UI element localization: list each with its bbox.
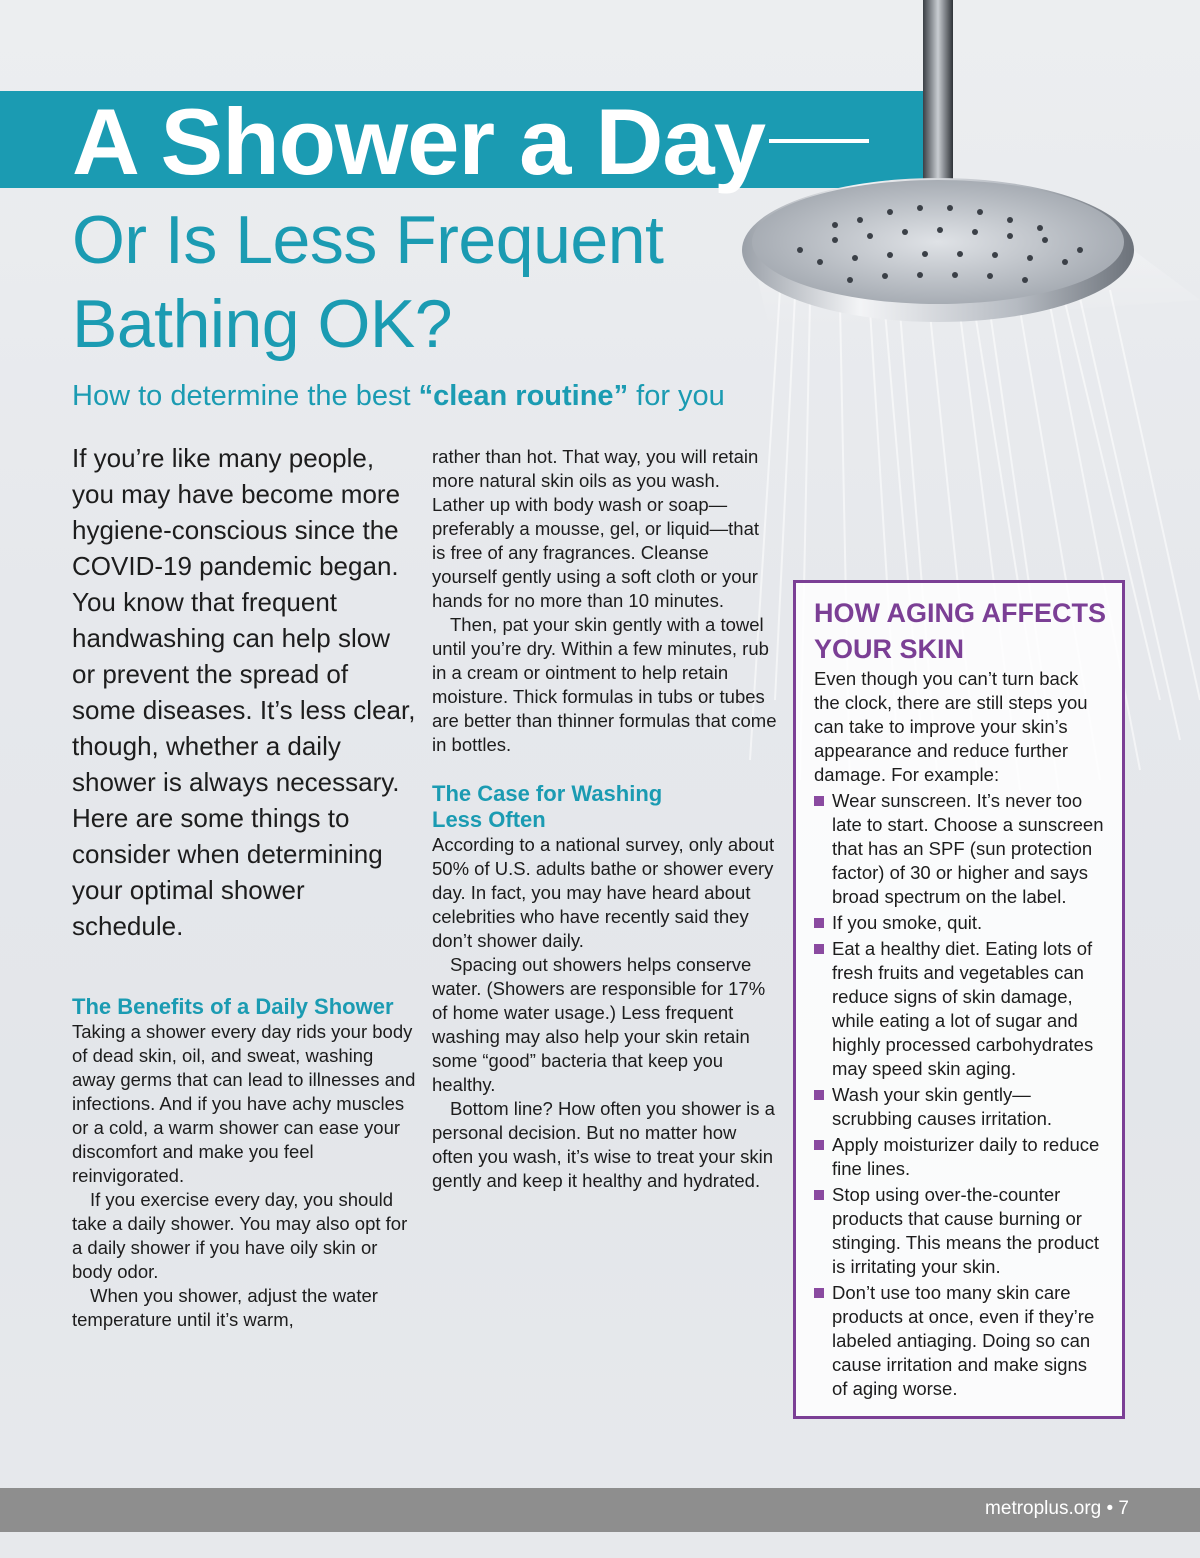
footer-page-info: metroplus.org • 7 (985, 1498, 1129, 1519)
subtitle: How to determine the best “clean routine” for you (72, 380, 725, 412)
heading-benefits: The Benefits of a Daily Shower (72, 994, 394, 1019)
sidebar-intro: Even though you can’t turn back the clock, there are still steps you can take to improve your skin’s appearance and reduce further damage. For example: (814, 668, 1088, 785)
title-dash (769, 139, 869, 143)
square-bullet-icon (814, 1190, 824, 1200)
title-main: A Shower a Day (72, 92, 869, 192)
list-item: If you smoke, quit. (814, 911, 1106, 935)
tips-list (814, 789, 1106, 1401)
list-item: Stop using over-the-counter products that cause burning or stinging. This means the product is irritating your skin. (814, 1183, 1106, 1279)
paragraph: Taking a shower every day rids your body of dead skin, oil, and sweat, washing away germs that can lead to illnesses and infections. And if you have achy muscles or a cold, a warm shower can ease your discomfort and make you feel reinvigorated. (72, 1021, 416, 1186)
list-item: Wear sunscreen. It’s never too late to start. Choose a sunscreen that has an SPF (sun protection factor) of 30 or higher and says broad spectrum on the label. (814, 789, 1106, 909)
paragraph: rather than hot. That way, you will retain more natural skin oils as you wash. Lather up with body wash or soap—preferably a mousse, gel, or liquid—that is free of any fragrances. Cleanse yourself gently using a soft cloth or your hands for no more than 10 minutes. (432, 446, 760, 611)
footer-bar (0, 1488, 1200, 1532)
square-bullet-icon (814, 944, 824, 954)
square-bullet-icon (814, 1090, 824, 1100)
heading-case-less-often: The Case for Washing Less Often (432, 781, 663, 832)
paragraph: When you shower, adjust the water temperature until it’s warm, (72, 1285, 378, 1330)
paragraph: Spacing out showers helps conserve water. (Showers are responsible for 17% of home water usage.) Less frequent washing may also help your skin retain some “good” bacteria that keep you healthy. (432, 954, 766, 1095)
list-item: Don’t use too many skin care products at once, even if they’re labeled antiaging. Doing so can cause irritation and make signs of aging worse. (814, 1281, 1106, 1401)
paragraph: Then, pat your skin gently with a towel until you’re dry. Within a few minutes, rub in a cream or ointment to help retain moisture. Thick formulas in tubs or tubes are better than thinner formulas that come in bottles. (432, 614, 777, 755)
list-item: Eat a healthy diet. Eating lots of fresh fruits and vegetables can reduce signs of skin damage, while eating a lot of sugar and highly processed carbohydrates may speed skin aging. (814, 937, 1106, 1081)
paragraph: According to a national survey, only about 50% of U.S. adults bathe or shower every day. In fact, you may have heard about celebrities who have recently said they don’t shower daily. (432, 834, 775, 951)
list-item: Apply moisturizer daily to reduce fine lines. (814, 1133, 1106, 1181)
square-bullet-icon (814, 796, 824, 806)
sidebar-title: HOW AGING AFFECTS YOUR SKIN (814, 598, 1106, 664)
column-middle (432, 445, 777, 1193)
sidebar-box (793, 580, 1125, 1419)
list-item: Wash your skin gently—scrubbing causes irritation. (814, 1083, 1106, 1131)
intro-paragraph: If you’re like many people, you may have become more hygiene-conscious since the COVID-19 pandemic began. You know that frequent handwashing can help slow or prevent the spread of some diseases. It’s less clear, though, whether a daily shower is always necessary. Here are some things to consider when determining your optimal shower schedule. (72, 443, 416, 941)
title-secondary: Or Is Less Frequent Bathing OK? (72, 202, 664, 362)
square-bullet-icon (814, 918, 824, 928)
paragraph: If you exercise every day, you should take a daily shower. You may also opt for a daily shower if you have oily skin or body odor. (72, 1189, 408, 1282)
square-bullet-icon (814, 1140, 824, 1150)
column-left (72, 440, 417, 1332)
square-bullet-icon (814, 1288, 824, 1298)
paragraph: Bottom line? How often you shower is a personal decision. But no matter how often you wash, it’s wise to treat your skin gently and keep it healthy and hydrated. (432, 1098, 775, 1191)
